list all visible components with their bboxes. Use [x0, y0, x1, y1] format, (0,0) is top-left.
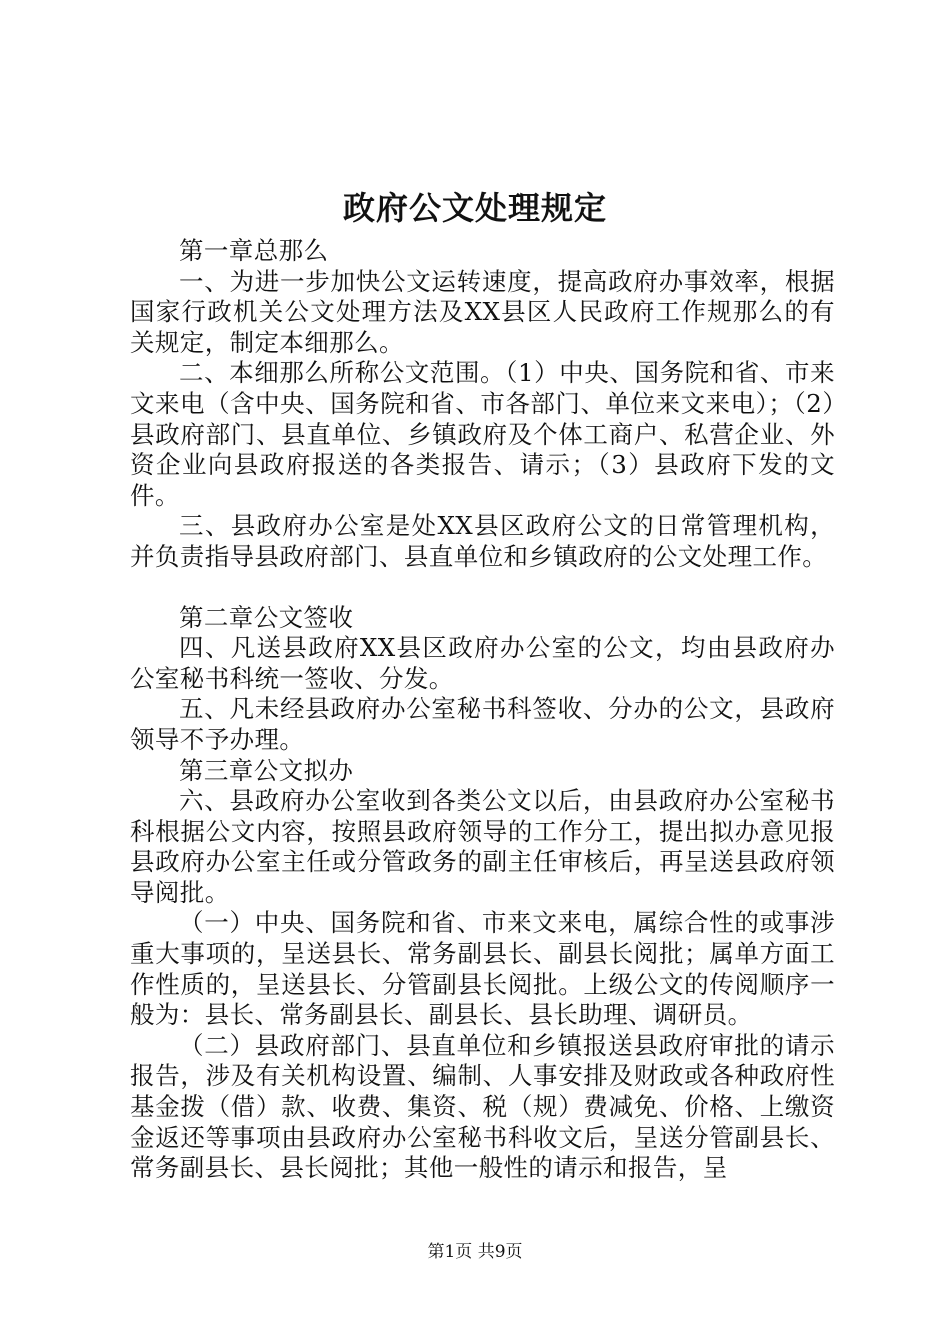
paragraph: （一）中央、国务院和省、市来文来电，属综合性的或事涉重大事项的，呈送县长、常务副县长、副县长阅批；属单方面工作性质的，呈送县长、分管副县长阅批。上级公文的传阅顺序一般为：县长、常务副县长、副县长、县长助理、调研员。	[130, 908, 835, 1030]
paragraph: （二）县政府部门、县直单位和乡镇报送县政府审批的请示报告，涉及有关机构设置、编制、人事安排及财政或各种政府性基金拨（借）款、收费、集资、税（规）费减免、价格、上缴资金返还等事项由县政府办公室秘书科收文后，呈送分管副县长、常务副县长、县长阅批；其他一般性的请示和报告，呈	[130, 1030, 835, 1183]
chapter-heading: 第一章总那么	[179, 236, 329, 265]
document-title: 政府公文处理规定	[342, 189, 607, 227]
paragraph: 一、为进一步加快公文运转速度，提高政府办事效率，根据国家行政机关公文处理方法及XX县区人民政府工作规那么的有关规定，制定本细那么。	[130, 266, 835, 357]
paragraph: 六、县政府办公室收到各类公文以后，由县政府办公室秘书科根据公文内容，按照县政府领导的工作分工，提出拟办意见报县政府办公室主任或分管政务的副主任审核后，再呈送县政府领导阅批。	[130, 786, 835, 907]
paragraph: 三、县政府办公室是处XX县区政府公文的日常管理机构，并负责指导县政府部门、县直单位和乡镇政府的公文处理工作。	[130, 511, 835, 571]
chapter-heading: 第二章公文签收	[179, 602, 354, 632]
paragraph: 四、凡送县政府XX县区政府办公室的公文，均由县政府办公室秘书科统一签收、分发。	[130, 633, 835, 693]
paragraph: 五、凡未经县政府办公室秘书科签收、分办的公文，县政府领导不予办理。	[130, 694, 835, 754]
paragraph: 二、本细那么所称公文范围。（1）中央、国务院和省、市来文来电（含中央、国务院和省、市各部门、单位来文来电）；（2）县政府部门、县直单位、乡镇政府及个体工商户、私营企业、外资企业向县政府报送的各类报告、请示；（3）县政府下发的文件。	[130, 358, 835, 510]
document-body	[130, 236, 835, 1184]
chapter-heading: 第三章公文拟办	[179, 755, 354, 785]
page-footer: 第1页 共9页	[427, 1242, 523, 1262]
